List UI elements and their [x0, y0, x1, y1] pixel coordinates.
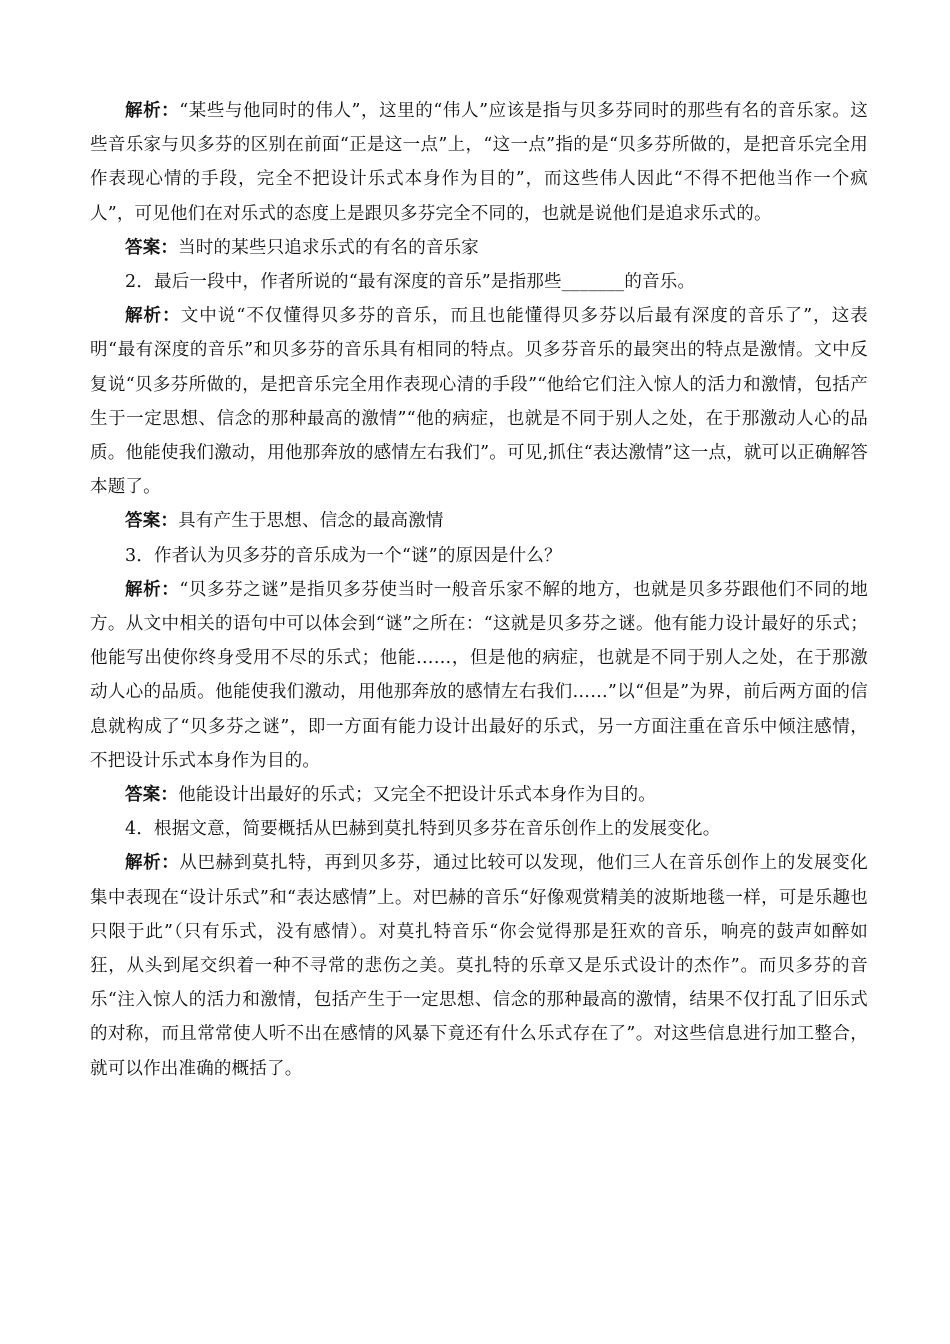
answer-paragraph-2: [90, 504, 868, 538]
analysis-text: “贝多芬之谜”是指贝多芬使当时一般音乐家不解的地方，也就是贝多芬跟他们不同的地方。从文中相关的语句中可以体会到“谜”之所在：“这就是贝多芬之谜。他有能力设计最好的乐式；他能写出使你终身受用不尽的乐式；他能……，但是他的病症，也就是不同于别人之处，在于那激动人心的品质。他能使我们激动，用他那奔放的感情左右我们……”以“但是”为界，前后两方面的信息就构成了“贝多芬之谜”，即一方面有能力设计出最好的乐式，另一方面注重在音乐中倾注感情，不把设计乐式本身作为目的。: [90, 579, 868, 771]
document-page: [90, 94, 868, 1086]
question-3: [90, 539, 868, 573]
question-2: [90, 265, 868, 299]
answer-label: 答案：: [125, 511, 179, 532]
analysis-label: 解析：: [125, 101, 180, 121]
answer-text: 当时的某些只追求乐式的有名的音乐家: [178, 237, 480, 258]
analysis-paragraph-2: [90, 299, 868, 504]
analysis-paragraph-4: [90, 846, 868, 1085]
answer-label: 答案：: [125, 237, 179, 258]
analysis-label: 解析：: [125, 853, 180, 874]
analysis-label: 解析：: [125, 306, 181, 327]
analysis-text: 文中说“不仅懂得贝多芬的音乐，而且也能懂得贝多芬以后最有深度的音乐了”，这表明“最有深度的音乐”和贝多芬的音乐具有相同的特点。贝多芬音乐的最突出的特点是激情。文中反复说“贝多芬所做的，是把音乐完全用作表现心清的手段”“他给它们注入惊人的活力和激情，包括产生于一定思想、信念的那种最高的激情”“他的病症，也就是不同于别人之处，在于那激动人心的品质。他能使我们激动，用他那奔放的感情左右我们”。可见,抓住“表达激情”这一点，就可以正确解答本题了。: [90, 306, 868, 498]
question-text: 2．最后一段中，作者所说的“最有深度的音乐”是指那些_______的音乐。: [125, 272, 696, 293]
analysis-text: “某些与他同时的伟人”，这里的“伟人”应该是指与贝多芬同时的那些有名的音乐家。这些音乐家与贝多芬的区别在前面“正是这一点”上，“这一点”指的是“贝多芬所做的，是把音乐完全用作表现心情的手段，完全不把设计乐式本身作为目的”，而这些伟人因此“不得不把他当作一个疯人”，可见他们在对乐式的态度上是跟贝多芬完全不同的，也就是说他们是追求乐式的。: [90, 101, 868, 224]
question-text: 4．根据文意，简要概括从巴赫到莫扎特到贝多芬在音乐创作上的发展变化。: [125, 819, 721, 840]
analysis-label: 解析：: [125, 579, 180, 600]
answer-paragraph-3: [90, 778, 868, 812]
answer-label: 答案：: [125, 785, 179, 806]
analysis-paragraph-3: [90, 573, 868, 778]
question-text: 3．作者认为贝多芬的音乐成为一个“谜”的原因是什么？: [125, 545, 562, 566]
analysis-paragraph-1: [90, 94, 868, 231]
analysis-text: 从巴赫到莫扎特，再到贝多芬，通过比较可以发现，他们三人在音乐创作上的发展变化集中表现在“设计乐式”和“表达感情”上。对巴赫的音乐“好像观赏精美的波斯地毯一样，可是乐趣也只限于此”（只有乐式，没有感情）。对莫扎特音乐“你会觉得那是狂欢的音乐，响亮的鼓声如醉如狂，从头到尾交织着一种不寻常的悲伤之美。莫扎特的乐章又是乐式设计的杰作”。而贝多芬的音乐“注入惊人的活力和激情，包括产生于一定思想、信念的那种最高的激情，结果不仅打乱了旧乐式的对称，而且常常使人听不出在感情的风暴下竟还有什么乐式存在了”。对这些信息进行加工整合，就可以作出准确的概括了。: [90, 853, 868, 1079]
question-4: [90, 812, 868, 846]
answer-text: 他能设计出最好的乐式；又完全不把设计乐式本身作为目的。: [178, 785, 657, 806]
answer-paragraph-1: [90, 231, 868, 265]
answer-text: 具有产生于思想、信念的最高激情: [178, 511, 444, 532]
